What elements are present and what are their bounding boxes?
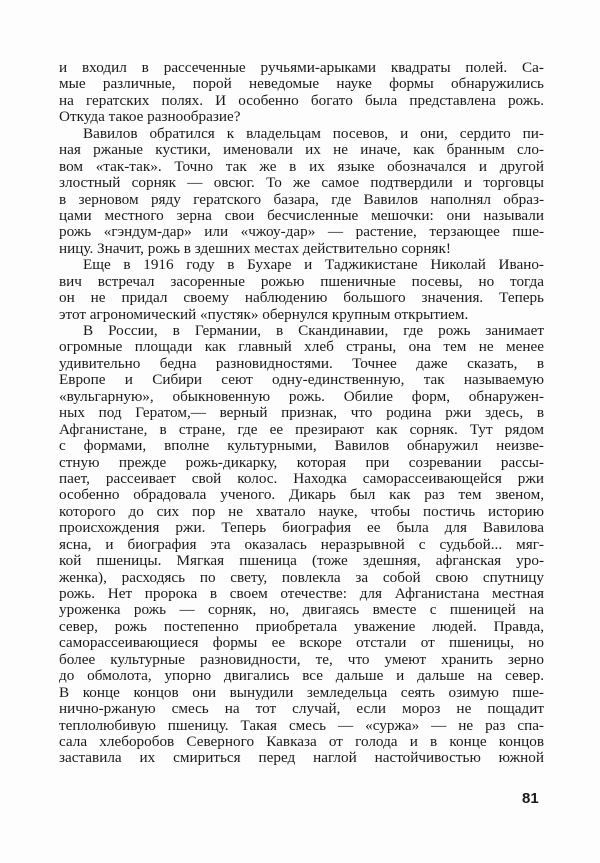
- text-line: удивительно бедна разновидностями. Точнее даже сказать, в: [59, 354, 544, 372]
- text-line: вич встречал засоренные рожью пшеничные посевы, но тогда: [59, 272, 544, 290]
- text-line: Афганистане, в стране, где ее презирают как сорняк. Тут рядом: [59, 420, 544, 438]
- text-line: которого до сих пор не хватало науке, чтобы постичь историю: [59, 502, 544, 520]
- text-line: пает, рассеивает свой колос. Находка самоpассеивающейся ржи: [59, 469, 544, 487]
- text-line: вом «так-так». Точно так же в их языке обозначался и другой: [59, 157, 544, 175]
- text-line: мые различные, порой неведомые науке формы обнаружились: [59, 75, 544, 93]
- text-line: и входил в рассеченные ручьями-арыками квадраты полей. Са-: [59, 59, 544, 76]
- text-line: кой пшеницы. Мягкая пшеница (тоже здешняя, афганская уро-: [59, 552, 544, 570]
- body-text: [59, 60, 544, 767]
- text-line: до обмолота, упорно двигались все дальше и дальше на север.: [59, 667, 544, 685]
- text-line: сала хлеборобов Северного Кавказа от голода и в конце концов: [59, 732, 544, 750]
- text-line: особенно обрадовала ученого. Дикарь был как раз тем звеном,: [59, 486, 544, 504]
- text-line: огромные площади как главный хлеб страны, она тем не менее: [59, 338, 544, 356]
- text-line: Европе и Сибири сеют одну-единственную, так называемую: [59, 371, 544, 389]
- text-line: Вавилов обратился к владельцам посевов, и они, сердито пи-: [83, 124, 544, 142]
- text-line: самоpассеивающиеся формы ее вскоре отстали от пшеницы, но: [59, 634, 544, 652]
- text-line: Еще в 1916 году в Бухаре и Таджикистане Николай Ивано-: [83, 256, 544, 274]
- text-line: ная ржаные кустики, именовали их не иначе, как бранным сло-: [59, 141, 544, 159]
- text-line: «вульгарную», обыкновенную рожь. Обилие форм, обнаружен-: [59, 387, 544, 405]
- text-line: ницу. Значит, рожь в здешних местах действительно сорняк!: [59, 239, 451, 257]
- text-line: теплолюбивую пшеницу. Такая смесь — «суржа» — не раз спа-: [59, 716, 544, 734]
- text-line: уроженка рожь — сорняк, но, двигаясь вместе с пшеницей на: [59, 601, 544, 619]
- text-line: В конце концов они вынудили земледельца сеять озимую пше-: [59, 683, 544, 701]
- text-line: стную прежде рожь-дикарку, которая при созревании рассы-: [59, 453, 544, 471]
- text-line: злостный сорняк — овсюг. То же самое подтвердили и торговцы: [59, 174, 544, 192]
- text-line: нично-ржаную смесь на тот случай, если мороз не пощадит: [59, 700, 544, 718]
- text-line: более культурные разновидности, те, что умеют хранить зерно: [59, 650, 544, 668]
- text-line: ясна, и биография эта оказалась неразрывной с судьбой... мяг-: [59, 535, 544, 553]
- text-line: север, рожь постепенно приобретала уважение людей. Правда,: [59, 617, 544, 635]
- text-line: на гератских полях. И особенно богато была представлена рожь.: [59, 91, 544, 109]
- text-line: Откуда такое разнообразие?: [59, 108, 241, 126]
- text-line: он не придал своему наблюдению большого значения. Теперь: [59, 289, 544, 307]
- text-line: В России, в Германии, в Скандинавии, где рожь занимает: [83, 322, 544, 339]
- text-line: этот агрономический «пустяк» обернулся крупным открытием.: [59, 305, 469, 323]
- text-line: рожь «гэндум-дар» или «чжоу-дар» — растение, терзающее пше-: [59, 223, 544, 241]
- text-line: заставила их смириться перед наглой настойчивостью южной: [59, 749, 544, 767]
- text-line: цами местного зерна свои бесчисленные мешочки: они называли: [59, 206, 544, 224]
- page-number: 81: [522, 790, 539, 807]
- text-line: ных под Гератом,— верный признак, что родина ржи здесь, в: [59, 404, 544, 422]
- text-line: происхождения ржи. Теперь биография ее была для Вавилова: [59, 519, 544, 537]
- text-line: с формами, вполне культурными, Вавилов обнаружил неизве-: [59, 437, 544, 455]
- text-line: в зерновом ряду гератского базара, где Вавилов наполнял образ-: [59, 190, 544, 208]
- text-line: женка), расходясь по свету, повлекла за собой свою спутницу: [59, 568, 544, 586]
- text-line: рожь. Нет пророка в своем отечестве: для Афганистана местная: [59, 585, 544, 602]
